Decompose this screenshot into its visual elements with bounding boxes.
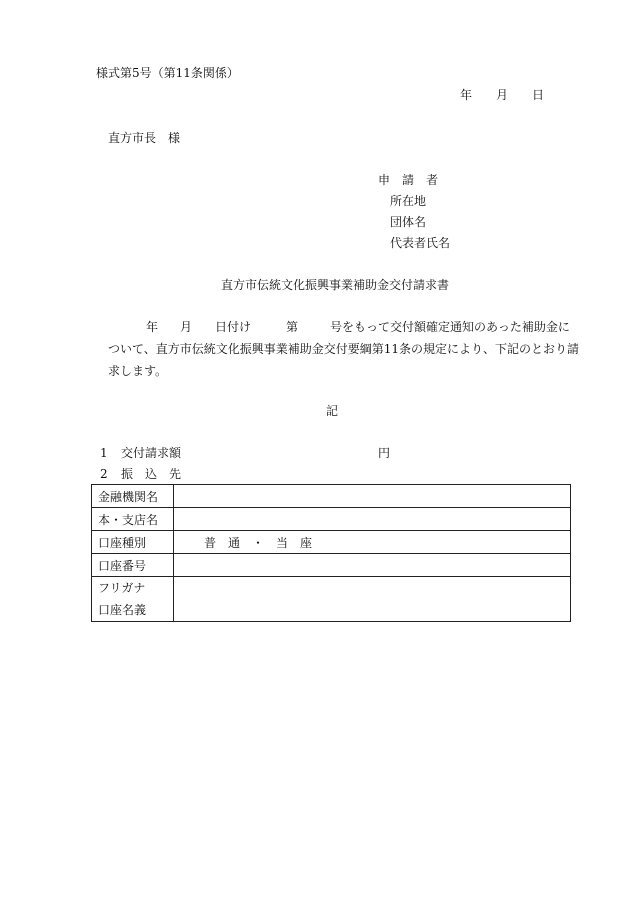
institution-label: 金融機関名 [92, 485, 174, 508]
item-2-label: 振 込 先 [121, 467, 182, 481]
table-row [92, 485, 571, 508]
account-number-value[interactable] [174, 554, 571, 577]
holder-value[interactable] [174, 577, 571, 622]
table-row [92, 508, 571, 531]
form-number: 様式第5号（第11条関係） [96, 66, 239, 80]
table-row [92, 577, 571, 622]
bank-transfer-table [91, 484, 571, 622]
addressee-honorific: 様 [168, 131, 181, 145]
date-month: 月 [496, 88, 509, 102]
date-day: 日 [532, 88, 545, 102]
ki-heading: 記 [326, 404, 339, 418]
item-1-number: 1 [100, 446, 108, 460]
applicant-org-label: 団体名 [390, 215, 427, 229]
body-dated: 日付け [215, 320, 252, 334]
table-row [92, 554, 571, 577]
table-row [92, 531, 571, 554]
applicant-address-label: 所在地 [390, 194, 427, 208]
branch-label: 本・支店名 [92, 508, 174, 531]
holder-label: 口座名義 [98, 603, 147, 617]
item-2-number: 2 [100, 467, 108, 481]
account-number-label: 口座番号 [92, 554, 174, 577]
body-month: 月 [180, 320, 193, 334]
account-type-options-text: 普 通 ・ 当 座 [204, 535, 313, 550]
account-type-label: 口座種別 [92, 531, 174, 554]
furigana-label: フリガナ [98, 581, 146, 595]
body-line1-rest: 号をもって交付額確定通知のあった補助金に [330, 320, 570, 334]
body-line3: 求します。 [108, 364, 168, 378]
document-title: 直方市伝統文化振興事業補助金交付請求書 [221, 278, 450, 292]
body-year: 年 [146, 320, 159, 334]
applicant-rep-label: 代表者氏名 [390, 236, 451, 250]
applicant-heading: 申 請 者 [378, 173, 439, 187]
body-line2: ついて、直方市伝統文化振興事業補助金交付要綱第11条の規定により、下記のとおり請 [108, 342, 580, 356]
holder-label-cell [92, 577, 174, 622]
addressee-name: 直方市長 [108, 131, 157, 145]
branch-value[interactable] [174, 508, 571, 531]
body-number-prefix: 第 [286, 320, 299, 334]
institution-value[interactable] [174, 485, 571, 508]
date-year: 年 [460, 88, 473, 102]
account-type-options[interactable] [174, 531, 571, 554]
item-1-label: 交付請求額 [121, 446, 182, 460]
item-1-unit: 円 [378, 446, 391, 460]
